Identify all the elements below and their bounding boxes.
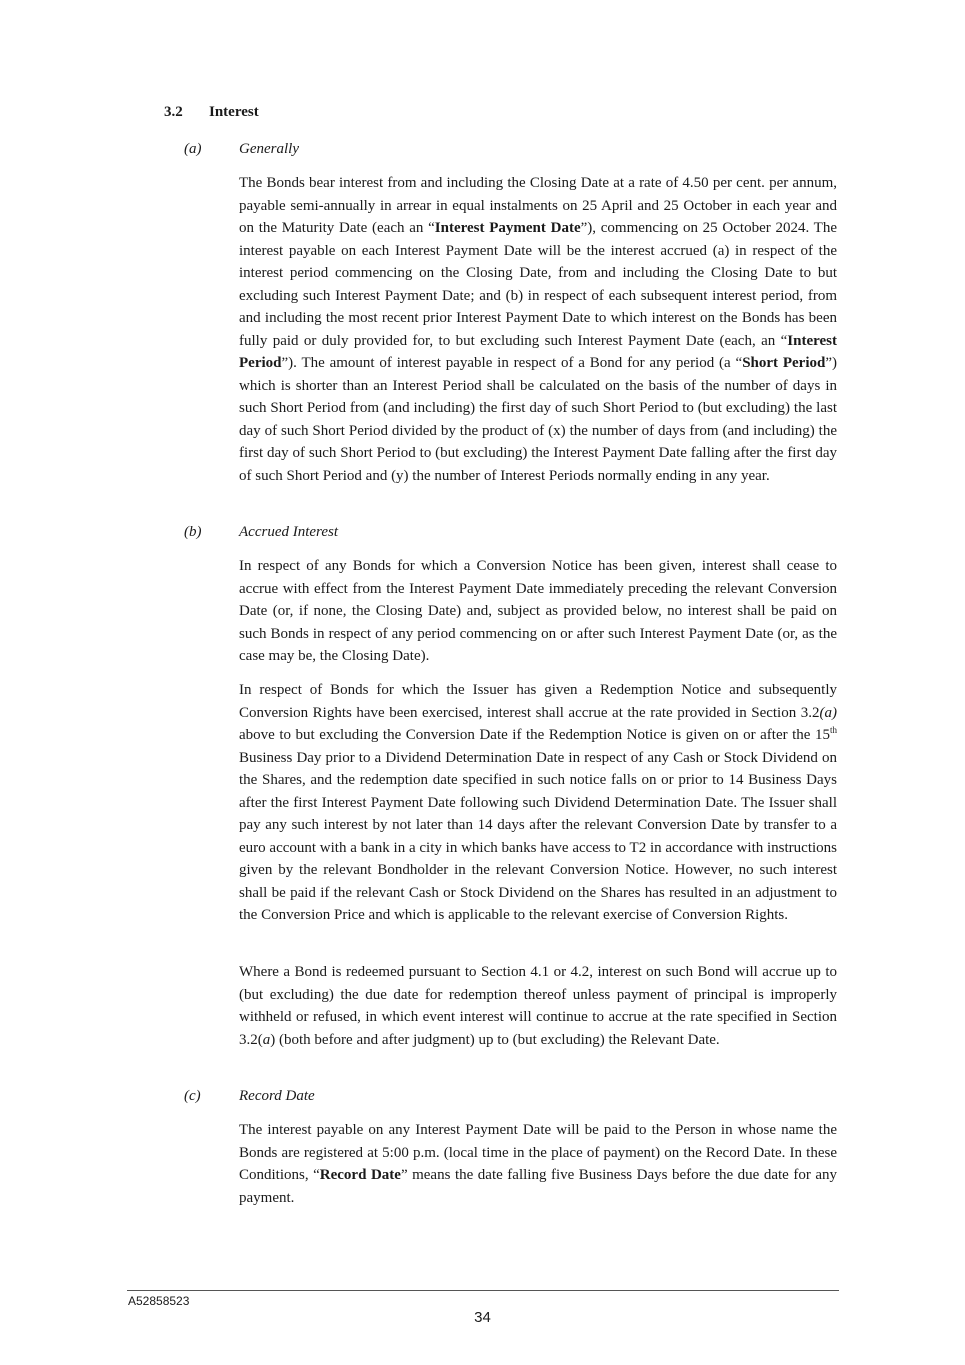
subsection-c-letter: (c) [184, 1088, 201, 1104]
subsection-c-paragraph [239, 1119, 837, 1209]
section-reference: (a) [819, 704, 837, 721]
text-run: above to but excluding the Conversion Date if the Redemption Notice is given on or after the 15 [239, 727, 830, 743]
defined-term-short-period: Short Period [742, 355, 826, 371]
subsection-b-title: Accrued Interest [239, 524, 338, 540]
section-heading [164, 104, 259, 121]
section-title: Interest [209, 104, 259, 120]
text-run: The Bonds bear interest from and including the Closing Date at a rate of 4.50 per cent. per annum, payable semi-annually in arrear in equal instalments on 25 April and 25 October in each year and on the Maturity Date (each an “ [239, 175, 837, 236]
subsection-a-paragraph [239, 172, 837, 487]
page-number: 34 [474, 1309, 491, 1326]
subsection-b-heading [184, 521, 338, 543]
text-run: ) (both before and after judgment) up to (but excluding) the Relevant Date. [270, 1031, 720, 1048]
subsection-c-title: Record Date [239, 1088, 315, 1104]
text-run: ”), commencing on 25 October 2024. The interest payable on each Interest Payment Date will be the interest accrued (a) in respect of the interest period commencing on the Closing Date, from and including the Closing Date to but excluding such Interest Payment Date; and (b) in respect of each subsequent interest period, from and including the most recent prior Interest Payment Date to which interest on the Bonds has been fully paid or duly provided for, to but excluding such Interest Payment Date (each, an “ [239, 220, 837, 349]
subsection-a-title: Generally [239, 141, 299, 157]
subsection-b-paragraph-3 [239, 961, 837, 1051]
defined-term-interest-period: Interest Period [239, 332, 837, 371]
section-reference: a [262, 1031, 271, 1048]
text-run: ”). The amount of interest payable in respect of a Bond for any period (a “ [281, 355, 743, 371]
defined-term-interest-payment-date: Interest Payment Date [434, 220, 581, 236]
text-run: Where a Bond is redeemed pursuant to Section 4.1 or 4.2, interest on such Bond will accrue up to (but excluding) the due date for redemption thereof unless payment of principal is improperly withheld or refused, in which event interest will continue to accrue at the rate specified in Section 3.2( [239, 964, 837, 1048]
ordinal-superscript: th [829, 725, 837, 735]
text-run: Business Day prior to a Dividend Determination Date in respect of any Cash or Stock Dividend on the Shares, and the redemption date specified in such notice falls on or prior to 14 Business Days after the first Interest Payment Date following such Dividend Determination Date. The Issuer shall pay any such interest by not later than 14 days after the relevant Conversion Date by transfer to a euro account with a bank in a city in which banks have access to T2 in accordance with instructions given by the relevant Bondholder in the relevant Conversion Notice. However, no such interest shall be paid if the relevant Cash or Stock Dividend on the Shares has resulted in an adjustment to the Conversion Price and which is applicable to the relevant exercise of Conversion Rights. [239, 749, 837, 923]
subsection-b-letter: (b) [184, 524, 202, 540]
subsection-b-paragraph-2 [239, 679, 837, 927]
subsection-c-heading [184, 1085, 315, 1107]
subsection-b-paragraph-1: In respect of any Bonds for which a Conversion Notice has been given, interest shall cease to accrue with effect from the Interest Payment Date immediately preceding the relevant Conversion Date (or, if none, the Closing Date) and, subject as provided below, no interest shall be paid on such Bonds in respect of any period commencing on or after such Interest Payment Date (or, as the case may be, the Closing Date). [239, 558, 837, 664]
subsection-a-heading [184, 138, 299, 160]
text-run: ” means the date falling five Business Days before the due date for any payment. [239, 1167, 837, 1206]
section-number: 3.2 [164, 104, 183, 120]
defined-term-record-date: Record Date [319, 1167, 401, 1183]
footer-divider [127, 1290, 839, 1291]
text-run: The interest payable on any Interest Payment Date will be paid to the Person in whose name the Bonds are registered at 5:00 p.m. (local time in the place of payment) on the Record Date. In these Conditions, “ [239, 1122, 837, 1183]
subsection-a-letter: (a) [184, 141, 202, 157]
document-reference: A52858523 [128, 1294, 190, 1308]
text-run: In respect of Bonds for which the Issuer has given a Redemption Notice and subsequently Conversion Rights have been exercised, interest shall accrue at the rate provided in Section 3.2 [239, 682, 837, 721]
text-run: ”) which is shorter than an Interest Period shall be calculated on the basis of the number of days in such Short Period from (and including) the first day of such Short Period to (but excluding) the last day of such Short Period divided by the product of (x) the number of days from (and including) the first day of such Short Period to (but excluding) the Interest Payment Date falling after the first day of such Short Period and (y) the number of Interest Periods normally ending in any year. [239, 355, 837, 484]
